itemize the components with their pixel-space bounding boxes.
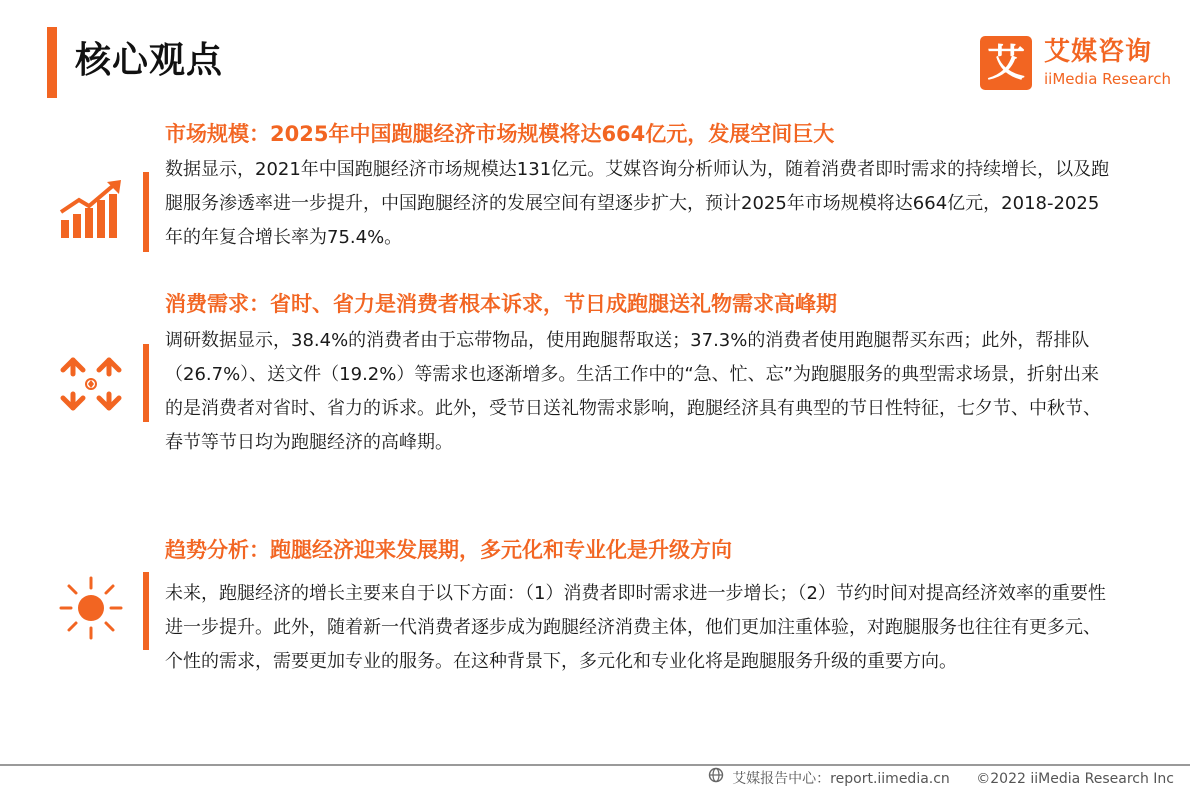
logo-name-en: iiMedia Research (1044, 70, 1171, 88)
footer-copyright: ©2022 iiMedia Research Inc (976, 770, 1174, 787)
focus-arrows-icon (55, 348, 127, 420)
section-title-consumer-demand: 消费需求：省时、省力是消费者根本诉求，节日成跑腿送礼物需求高峰期 (165, 292, 837, 316)
sun-icon (55, 572, 127, 644)
page-title: 核心观点 (75, 40, 224, 81)
section-bar (143, 572, 149, 650)
globe-icon (708, 767, 728, 790)
title-accent-bar (47, 27, 57, 98)
section-body-consumer-demand: 调研数据显示，38.4%的消费者由于忘带物品，使用跑腿帮取送；37.3%的消费者使用跑腿帮买东西；此外，帮排队（26.7%）、送文件（19.2%）等需求也逐渐增多。生活工作中的“急、忙、忘”为跑腿服务的典型需求场景，折射出来的是消费者对省时、省力的诉求。此外，受节日送礼物需求影响，跑腿经济具有典型的节日性特征，七夕节、中秋节、春节等节日均为跑腿经济的高峰期。 (165, 330, 1101, 453)
section-body-market-size: 数据显示，2021年中国跑腿经济市场规模达131亿元。艾媒咨询分析师认为，随着消费者即时需求的持续增长，以及跑腿服务渗透率进一步提升，中国跑腿经济的发展空间有望逐步扩大，预计2025年市场规模将达664亿元，2018-2025年的年复合增长率为75.4%。 (165, 159, 1110, 248)
footer-source-link[interactable]: 艾媒报告中心：report.iimedia.cn (732, 770, 950, 787)
section-body-trend-analysis: 未来，跑腿经济的增长主要来自于以下方面：（1）消费者即时需求进一步增长；（2）节约时间对提高经济效率的重要性进一步提升。此外，随着新一代消费者逐步成为跑腿经济消费主体，他们更加注重体验，对跑腿服务也往往有更多元、个性的需求，需要更加专业的服务。在这种背景下，多元化和专业化将是跑腿服务升级的重要方向。 (165, 583, 1106, 672)
section-bar (143, 172, 149, 252)
footer-divider (0, 764, 1190, 766)
section-bar (143, 344, 149, 422)
section-title-trend-analysis: 趋势分析：跑腿经济迎来发展期，多元化和专业化是升级方向 (165, 538, 732, 562)
logo-name-cn: 艾媒咨询 (1044, 37, 1153, 67)
growth-chart-icon (55, 176, 127, 248)
brand-logo (980, 36, 1170, 92)
logo-mark: 艾 (980, 36, 1032, 90)
footer (708, 767, 1174, 790)
section-title-market-size: 市场规模：2025年中国跑腿经济市场规模将达664亿元，发展空间巨大 (165, 122, 835, 146)
